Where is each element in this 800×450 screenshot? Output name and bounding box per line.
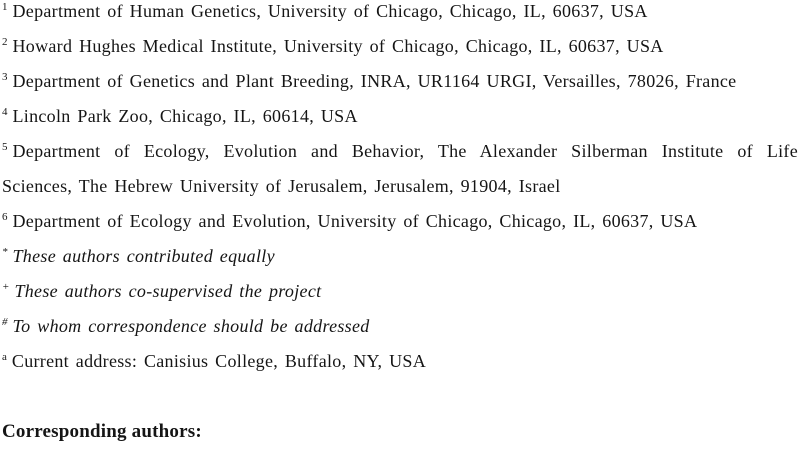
affiliation-line-6 bbox=[2, 204, 798, 239]
affiliation-superscript: 6 bbox=[2, 211, 8, 223]
affiliation-line-3 bbox=[2, 64, 798, 99]
affiliation-line-2 bbox=[2, 29, 798, 64]
affiliation-text: Lincoln Park Zoo, Chicago, IL, 60614, USA bbox=[12, 106, 358, 126]
footnote-superscript: * bbox=[2, 246, 8, 258]
affiliation-line-4 bbox=[2, 99, 798, 134]
affiliation-line-5-continued bbox=[2, 169, 798, 204]
affiliation-text: Sciences, The Hebrew University of Jerusalem, Jerusalem, 91904, Israel bbox=[2, 176, 561, 196]
corresponding-authors-heading: Corresponding authors: bbox=[2, 421, 202, 442]
affiliation-line-1 bbox=[2, 0, 798, 29]
footnote-equal-contribution bbox=[2, 239, 798, 274]
footnote-text: These authors contributed equally bbox=[12, 246, 275, 266]
footnote-current-address bbox=[2, 344, 798, 379]
footnote-superscript: a bbox=[2, 351, 7, 363]
affiliation-line-5 bbox=[2, 134, 798, 169]
affiliation-superscript: 5 bbox=[2, 141, 8, 153]
affiliation-superscript: 2 bbox=[2, 36, 8, 48]
affiliation-text: Department of Genetics and Plant Breeding, INRA, UR1164 URGI, Versailles, 78026, France bbox=[12, 71, 737, 91]
footnote-superscript: # bbox=[2, 316, 8, 328]
affiliation-text: Department of Ecology and Evolution, University of Chicago, Chicago, IL, 60637, USA bbox=[12, 211, 698, 231]
footnote-text: These authors co-supervised the project bbox=[14, 281, 322, 301]
affiliation-text: Howard Hughes Medical Institute, University of Chicago, Chicago, IL, 60637, USA bbox=[12, 36, 664, 56]
footnote-co-supervised bbox=[2, 274, 798, 309]
footnote-correspondence bbox=[2, 309, 798, 344]
affiliation-superscript: 4 bbox=[2, 106, 8, 118]
footnote-superscript: + bbox=[2, 281, 10, 293]
affiliation-text: Department of Ecology, Evolution and Behavior, The Alexander Silberman Institute of Life bbox=[12, 141, 798, 161]
affiliation-superscript: 1 bbox=[2, 1, 8, 13]
blank-line bbox=[2, 379, 798, 414]
footnote-text: To whom correspondence should be addressed bbox=[12, 316, 370, 336]
affiliation-text: Department of Human Genetics, University of Chicago, Chicago, IL, 60637, USA bbox=[12, 1, 648, 21]
footnote-text: Current address: Canisius College, Buffalo, NY, USA bbox=[11, 351, 426, 371]
affiliation-superscript: 3 bbox=[2, 71, 8, 83]
